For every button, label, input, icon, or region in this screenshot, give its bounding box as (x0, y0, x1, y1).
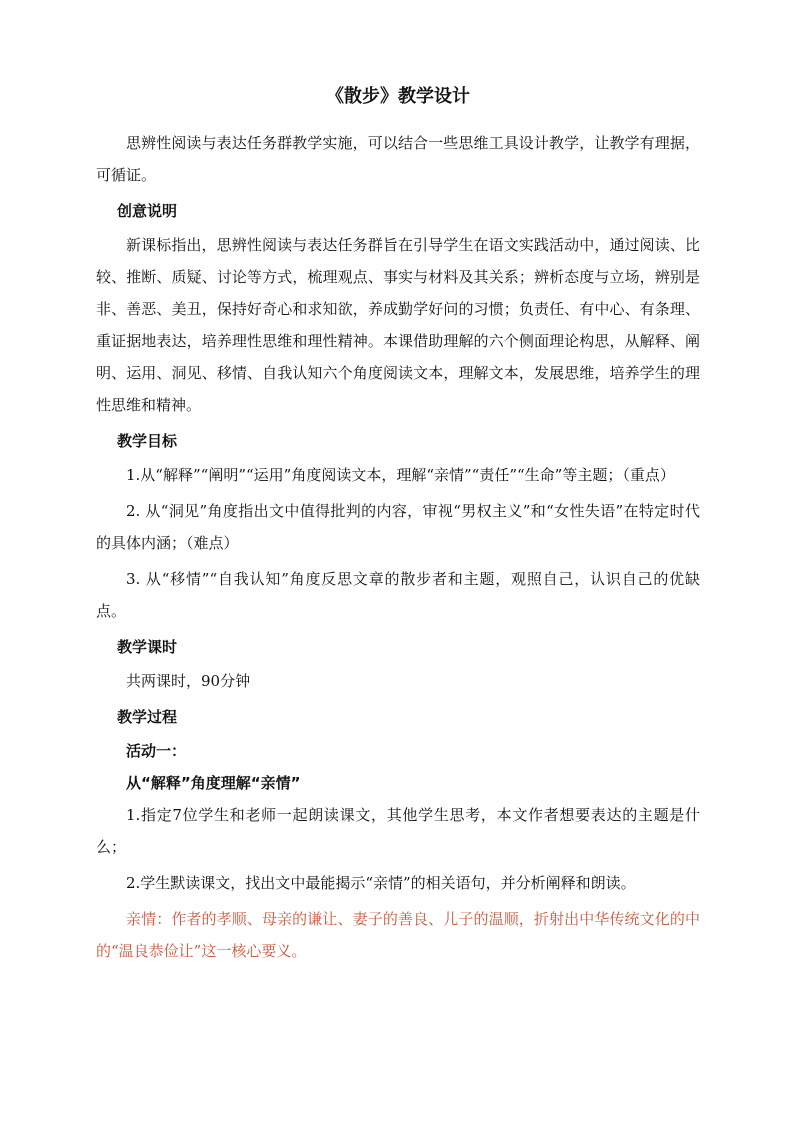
process-step-2: 2.学生默读课文，找出文中最能揭示“亲情”的相关语句，并分析阐释和朗读。 (126, 874, 636, 892)
document-title: 《散步》教学设计 (326, 86, 470, 107)
goal-item-1: 1.从“解释”“阐明”“运用”角度阅读文本，理解“亲情”“责任”“生命”等主题；（重点） (126, 466, 675, 484)
goal-item-3: 3. 从“移情”“自我认知”角度反思文章的散步者和主题，观照自己，认识自己的优缺点。 (96, 570, 700, 620)
goals-heading: 教学目标 (117, 432, 178, 450)
hours-paragraph: 共两课时，90分钟 (126, 672, 251, 690)
kinship-answer: 亲情：作者的孝顺、母亲的谦让、妻子的善良、儿子的温顺，折射出中华传统文化的中的“温良恭俭让”这一核心要义。 (96, 910, 700, 960)
goal-item-2: 2. 从“洞见”角度指出文中值得批判的内容，审视“男权主义”和“女性失语”在特定时代的具体内涵；（难点） (96, 502, 700, 552)
process-heading: 教学过程 (117, 708, 178, 726)
process-step-1: 1.指定7位学生和老师一起朗读课文，其他学生思考，本文作者想要表达的主题是什么； (96, 806, 700, 856)
activity-title: 从“解释”角度理解“亲情” (126, 774, 301, 792)
creativity-heading: 创意说明 (117, 202, 178, 220)
creativity-paragraph: 新课标指出，思辨性阅读与表达任务群旨在引导学生在语文实践活动中，通过阅读、比较、推断、质疑、讨论等方式，梳理观点、事实与材料及其关系；辨析态度与立场，辨别是非、善恶、美丑，保持好奇心和求知欲，养成勤学好问的习惯；负责任、有中心、有条理、重证据地表达，培养理性思维和理性精神。本课借助理解的六个侧面理论构思，从解释、阐明、运用、洞见、移情、自我认知六个角度阅读文本，理解文本，发展思维，培养学生的理性思维和精神。 (96, 236, 700, 414)
hours-heading: 教学课时 (117, 638, 178, 656)
intro-paragraph: 思辨性阅读与表达任务群教学实施，可以结合一些思维工具设计教学，让教学有理据，可循证。 (96, 134, 700, 184)
activity-label: 活动一： (126, 742, 187, 760)
